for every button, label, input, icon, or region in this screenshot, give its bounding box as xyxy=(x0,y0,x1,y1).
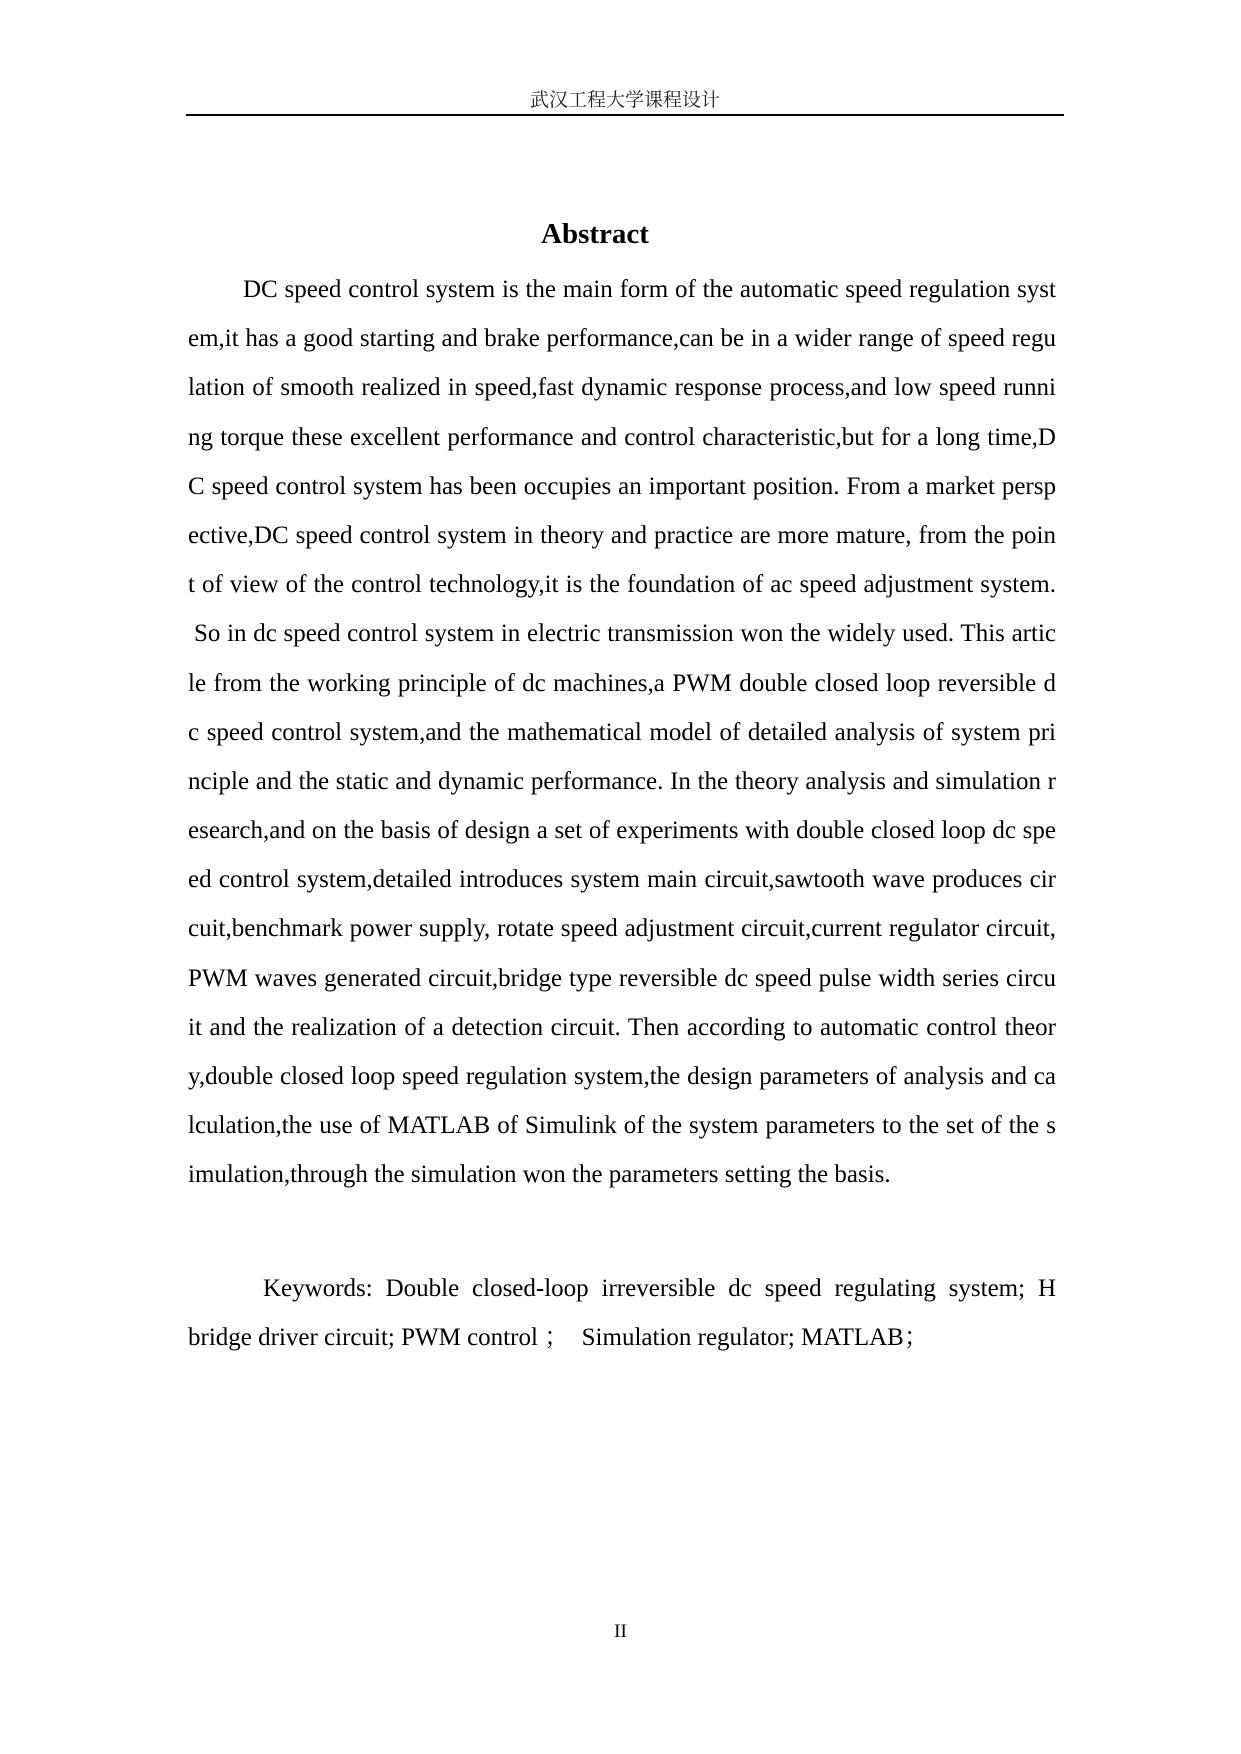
abstract-line: esearch,and on the basis of design a set of experiments with double closed loop dc spe xyxy=(188,817,1056,845)
abstract-line: ective,DC speed control system in theory and practice are more mature, from the poin xyxy=(188,521,1056,549)
keywords-line: Keywords: Double closed-loop irreversible dc speed regulating system; H xyxy=(263,1275,1056,1302)
keywords-line: bridge driver circuit; PWM control ； Simulation regulator; MATLAB； xyxy=(188,1324,929,1352)
header-rule xyxy=(186,114,1064,116)
page-number: II xyxy=(614,1621,627,1642)
abstract-line: em,it has a good starting and brake performance,can be in a wider range of speed regu xyxy=(188,325,1056,353)
abstract-line: ng torque these excellent performance and control characteristic,but for a long time,D xyxy=(188,423,1056,451)
abstract-line: lculation,the use of MATLAB of Simulink of the system parameters to the set of the s xyxy=(188,1112,1056,1140)
abstract-line: c speed control system,and the mathematical model of detailed analysis of system pri xyxy=(188,718,1056,746)
abstract-line: cuit,benchmark power supply, rotate speed adjustment circuit,current regulator circuit, xyxy=(188,915,1056,943)
abstract-line: So in dc speed control system in electric transmission won the widely used. This artic xyxy=(194,620,1056,648)
abstract-line: nciple and the static and dynamic performance. In the theory analysis and simulation r xyxy=(188,767,1056,795)
abstract-line: imulation,through the simulation won the parameters setting the basis. xyxy=(188,1161,891,1189)
abstract-line: y,double closed loop speed regulation system,the design parameters of analysis and ca xyxy=(188,1063,1056,1090)
abstract-paragraph xyxy=(188,265,1056,1200)
running-header-title: 武汉工程大学课程设计 xyxy=(529,90,720,111)
abstract-line: PWM waves generated circuit,bridge type reversible dc speed pulse width series circu xyxy=(188,964,1056,992)
abstract-heading: Abstract xyxy=(541,218,649,250)
abstract-line: t of view of the control technology,it is the foundation of ac speed adjustment system. xyxy=(188,571,1056,599)
abstract-line: ed control system,detailed introduces system main circuit,sawtooth wave produces cir xyxy=(188,866,1056,894)
abstract-line: lation of smooth realized in speed,fast dynamic response process,and low speed runni xyxy=(188,374,1056,402)
abstract-line: le from the working principle of dc machines,a PWM double closed loop reversible d xyxy=(188,669,1056,697)
abstract-line: it and the realization of a detection circuit. Then according to automatic control theor xyxy=(188,1013,1056,1041)
keywords-paragraph xyxy=(188,1264,1056,1362)
abstract-line: DC speed control system is the main form of the automatic speed regulation syst xyxy=(243,276,1056,303)
abstract-line: C speed control system has been occupies an important position. From a market persp xyxy=(188,472,1056,500)
